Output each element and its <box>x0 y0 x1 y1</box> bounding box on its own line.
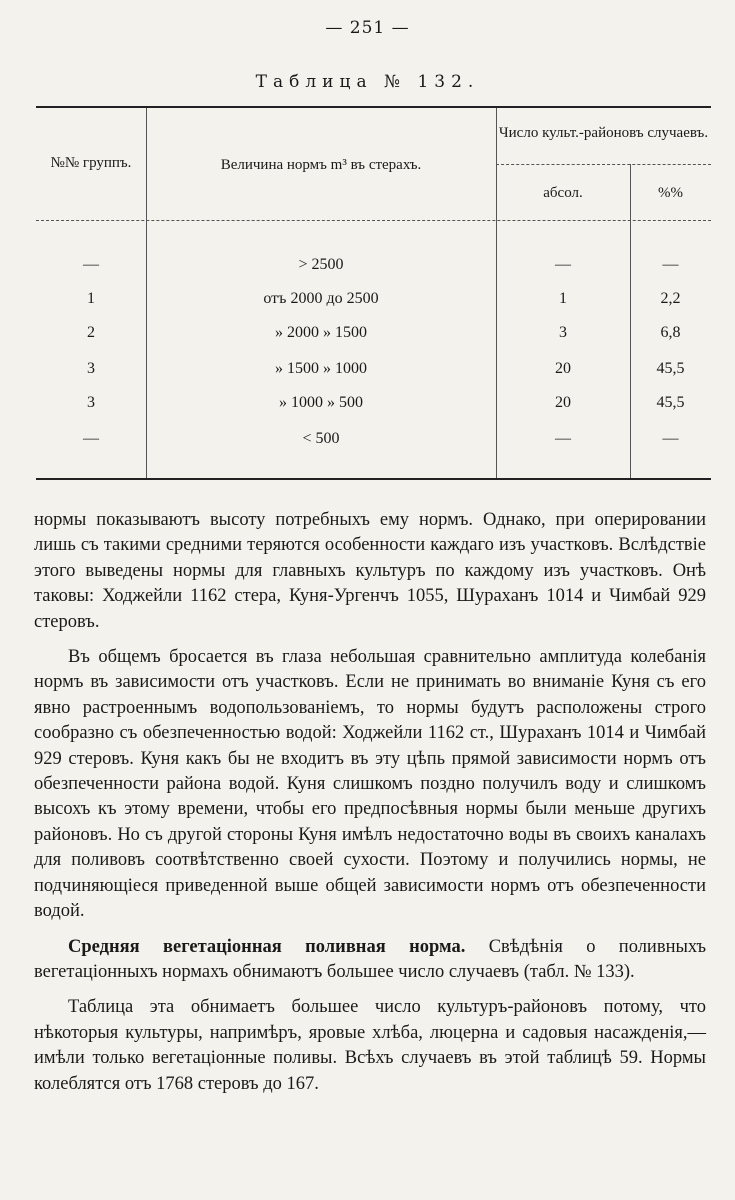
table-cell-group: — <box>83 256 99 273</box>
table-cell-norm: » 2000 » 1500 <box>275 324 367 341</box>
paragraph: Таблица эта обнимаетъ большее число культуръ-районовъ потому, что нѣкоторыя культуры, напримѣръ, яровые хлѣба, люцерна и садовыя насажденія,—имѣли только вегетаціонные поливы. Всѣхъ случаевъ въ этой таблицѣ 59. Нормы колеблятся отъ 1768 стеровъ до 167. <box>34 997 706 1094</box>
table-cell-norm: отъ 2000 до 2500 <box>263 290 379 307</box>
paragraph-text: Свѣдѣнія о поливныхъ вегетаціонныхъ нормахъ обнимаютъ большее число случаевъ (табл. № 133). <box>34 936 707 982</box>
table-cell-pct: — <box>662 430 679 447</box>
table-cell-norm: < 500 <box>302 430 340 447</box>
header-pct: %% <box>658 185 683 201</box>
table-cell-group: 1 <box>87 290 95 307</box>
paragraph: Въ общемъ бросается въ глаза небольшая сравнительно амплитуда колебанія нормъ въ зависимости отъ участковъ. Если не принимать во вниманіе Куня съ его явно растроеннымъ водопользованіемъ, то нормы будутъ расположены строго сообразно съ обезпеченностью водой: Ходжейли 1162 ст., Шураханъ 1014 и Чимбай 929 стеровъ. Куня какъ бы не входитъ въ эту цѣпь прямой зависимости нормъ отъ обезпеченности района водой. Куня слишкомъ поздно получилъ воду и слишкомъ высохъ къ этому времени, чтобы его предпосѣвныя нормы были меньше другихъ районовъ. Но съ другой стороны Куня имѣлъ недостаточно воды въ своихъ каналахъ для поливовъ соотвѣтственно своей сухости. Поэтому и получились нормы, не подчиняющіеся приведенной выше общей зависимости нормъ отъ обезпеченности водой. <box>34 647 706 922</box>
table-cell-pct: 45,5 <box>656 360 685 377</box>
header-abs: абсол. <box>543 185 583 201</box>
header-count: Число культ.-районовъ случаевъ. <box>498 125 709 141</box>
table-cell-group: 2 <box>87 324 95 341</box>
table-cell-group: 3 <box>87 360 95 377</box>
table-cell-abs: 20 <box>555 394 571 411</box>
table-cell-pct: 45,5 <box>656 394 685 411</box>
data-table <box>36 106 711 480</box>
table-cell-abs: — <box>555 430 571 447</box>
table-cell-pct: 6,8 <box>660 324 681 341</box>
header-norm-size: Величина нормъ m³ въ стерахъ. <box>220 157 422 173</box>
header-subdivider <box>496 164 711 165</box>
table-cell-abs: 20 <box>555 360 571 377</box>
table-cell-group: 3 <box>87 394 95 411</box>
table-cell-abs: 1 <box>559 290 567 307</box>
table-title: Таблица № 132. <box>255 72 480 92</box>
table-cell-group: — <box>83 430 99 447</box>
table-cell-norm: > 2500 <box>298 256 344 273</box>
table-cell-pct: — <box>662 256 679 273</box>
table-cell-norm: » 1500 » 1000 <box>275 360 367 377</box>
table-cell-abs: — <box>555 256 571 273</box>
table-cell-norm: » 1000 » 500 <box>279 394 363 411</box>
header-divider <box>36 220 711 221</box>
header-group-no: №№ группъ. <box>50 155 132 171</box>
section-heading: Средняя вегетаціонная поливная норма. <box>68 936 466 957</box>
table-cell-abs: 3 <box>559 324 567 341</box>
body-text <box>34 508 706 1097</box>
table-cell-pct: 2,2 <box>660 290 681 307</box>
paragraph: нормы показываютъ высоту потребныхъ ему нормъ. Однако, при оперировании лишь съ такими средними теряются особенности каждаго изъ участковъ. Вслѣдствіе этого выведены нормы для главныхъ культуръ по каждому изъ участковъ. Онѣ таковы: Ходжейли 1162 стера, Куня-Ургенчъ 1055, Шураханъ 1014 и Чимбай 929 стеровъ. <box>34 510 706 632</box>
paragraph <box>34 935 706 986</box>
page-number: — 251 — <box>325 18 410 38</box>
